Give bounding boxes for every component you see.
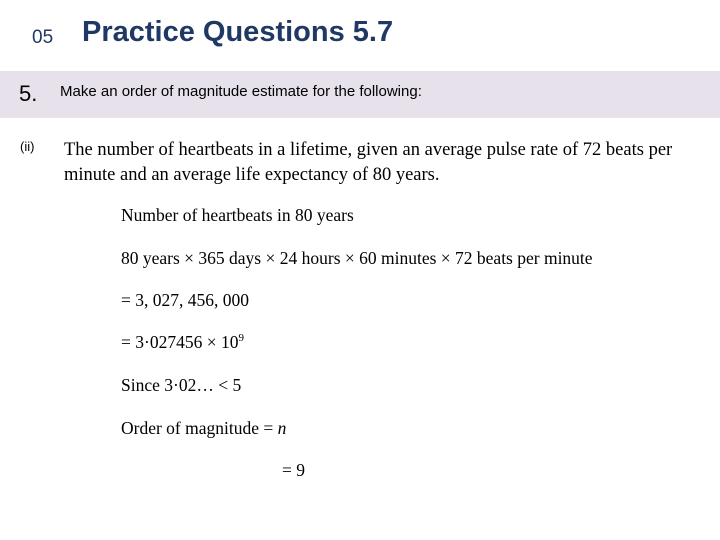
solution-line-3: = 3, 027, 456, 000 [121, 290, 249, 310]
solution-line-1: Number of heartbeats in 80 years [121, 205, 354, 225]
solution-line-2: 80 years × 365 days × 24 hours × 60 minutes × 72 beats per minute [121, 248, 593, 268]
chapter-number: 05 [32, 27, 54, 48]
problem-statement: The number of heartbeats in a lifetime, given an average pulse rate of 72 beats per minute and an average life expectancy of 80 years. [64, 140, 673, 185]
question-number: 5. [19, 81, 38, 106]
order-of-magnitude-label: Order of magnitude = [121, 418, 278, 438]
exponent: 9 [238, 332, 244, 345]
part-label: (ii) [20, 139, 35, 154]
page-title: Practice Questions 5.7 [82, 16, 394, 48]
solution-line-5: Since 3·02… < 5 [121, 375, 242, 395]
solution-line-6 [121, 418, 286, 439]
scientific-notation: = 3·027456 × 10 [121, 332, 239, 352]
solution-answer: = 9 [282, 460, 305, 480]
solution-line-4 [121, 332, 244, 353]
question-band [0, 71, 720, 118]
variable-n: n [277, 418, 287, 438]
question-prompt: Make an order of magnitude estimate for the following: [60, 83, 422, 100]
